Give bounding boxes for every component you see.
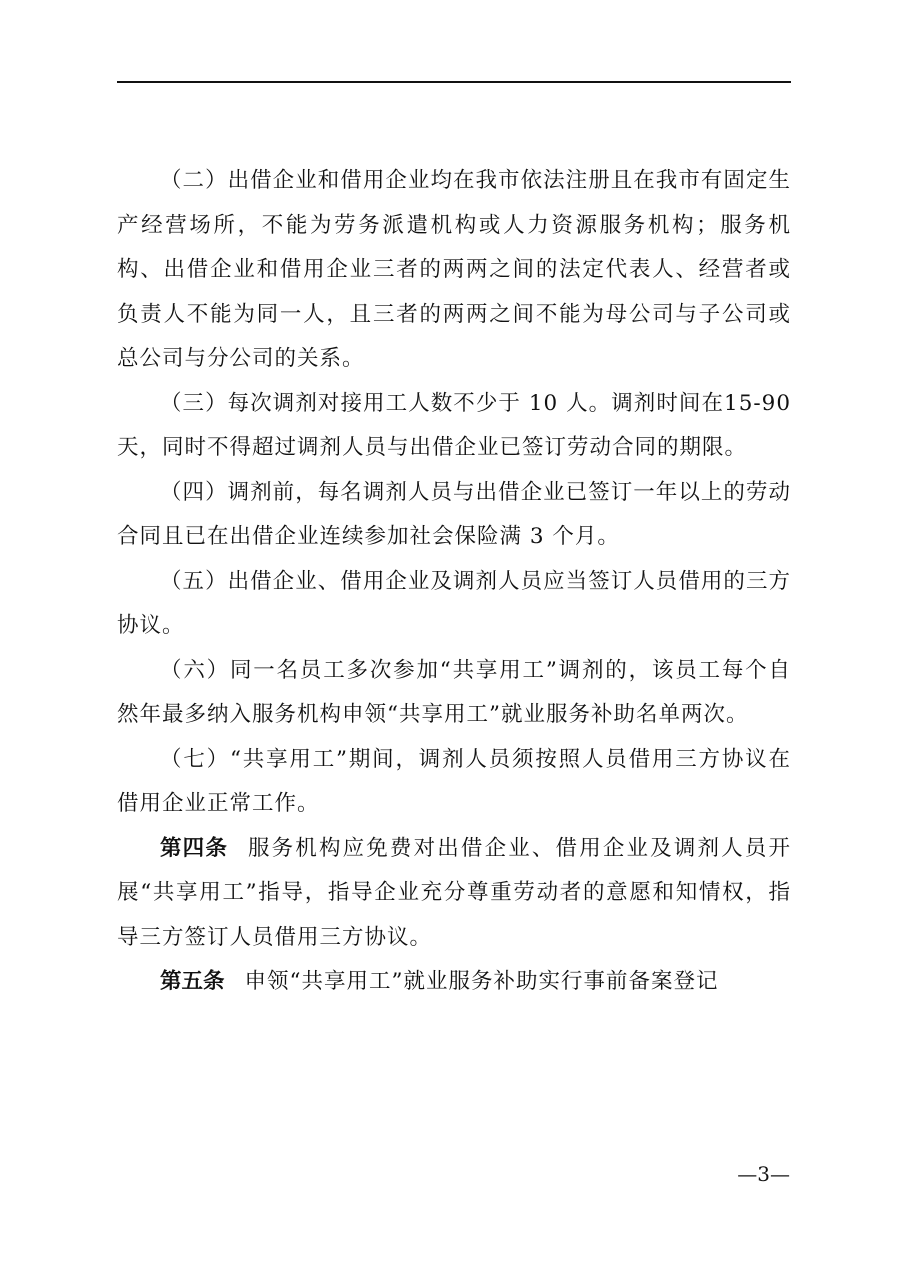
paragraph-text: （二）出借企业和借用企业均在我市依法注册且在我市有固定生产经营场所，不能为劳务派遣机构或人力资源服务机构；服务机构、出借企业和借用企业三者的两两之间的法定代表人、经营者或负责人不能为同一人，且三者的两两之间不能为母公司与子公司或总公司与分公司的关系。 <box>117 168 791 371</box>
paragraph-text: （五）出借企业、借用企业及调剂人员应当签订人员借用的三方协议。 <box>117 568 791 638</box>
paragraph-text: （四）调剂前，每名调剂人员与出借企业已签订一年以上的劳动合同且已在出借企业连续参加社会保险满 3 个月。 <box>117 479 791 549</box>
paragraph-3 <box>117 382 791 471</box>
paragraph-6 <box>117 649 791 738</box>
paragraph-text: （三）每次调剂对接用工人数不少于 10 人。调剂时间在15-90 天，同时不得超过调剂人员与出借企业已签订劳动合同的期限。 <box>117 390 791 460</box>
article-5 <box>117 960 791 1005</box>
article-number: 第四条 <box>160 835 228 861</box>
article-text: 申领“共享用工”就业服务补助实行事前备案登记 <box>244 969 719 994</box>
paragraph-5 <box>117 560 791 649</box>
paragraph-4 <box>117 471 791 560</box>
article-4 <box>117 827 791 961</box>
paragraph-text: （六）同一名员工多次参加“共享用工”调剂的，该员工每个自然年最多纳入服务机构申领“共享用工”就业服务补助名单两次。 <box>117 657 791 727</box>
paragraph-text: （七）“共享用工”期间，调剂人员须按照人员借用三方协议在借用企业正常工作。 <box>117 746 791 816</box>
document-body <box>117 159 791 1005</box>
article-text: 服务机构应免费对出借企业、借用企业及调剂人员开展“共享用工”指导，指导企业充分尊重劳动者的意愿和知情权，指导三方签订人员借用三方协议。 <box>117 835 791 950</box>
paragraph-7 <box>117 738 791 827</box>
paragraph-2 <box>117 159 791 382</box>
page-number: —3— <box>737 1162 790 1186</box>
article-number: 第五条 <box>160 969 225 994</box>
header-rule <box>117 81 791 83</box>
